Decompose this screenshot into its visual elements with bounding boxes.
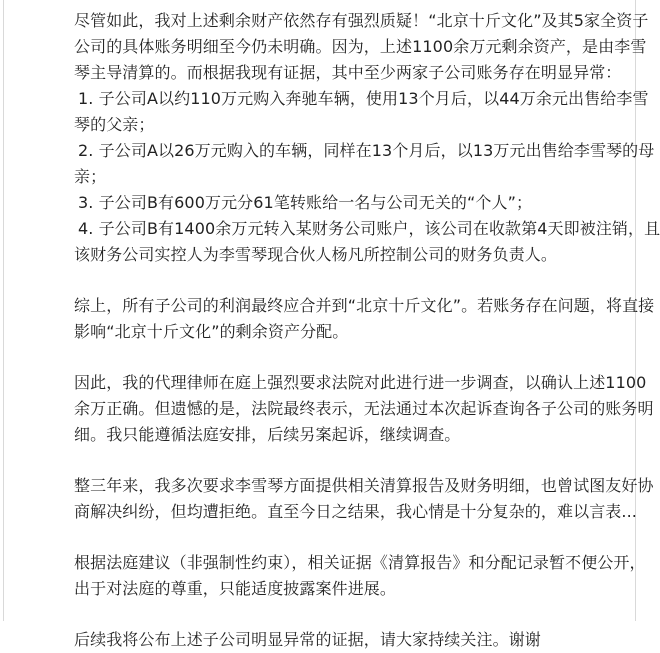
list-item-4 <box>74 216 660 268</box>
summary-line: 综上，所有子公司的利润最终应合并到“北京十斤文化”。若账务存在问题，将直接 <box>74 296 655 315</box>
intro-paragraph <box>74 8 649 86</box>
intro-line: 公司的具体账务明细至今仍未明确。因为，上述1100余万元剩余资产，是由李雪 <box>74 37 647 56</box>
list-item-1 <box>74 86 649 138</box>
lawyer-line: 因此，我的代理律师在庭上强烈要求法院对此进行进一步调查，以确认上述1100 <box>74 373 647 392</box>
list-item-2 <box>74 138 655 190</box>
three-years-line: 整三年来，我多次要求李雪琴方面提供相关清算报告及财务明细，也曾试图友好协 <box>74 476 654 495</box>
list-item-line: 该财务公司实控人为李雪琴现合伙人杨凡所控制公司的财务负责人。 <box>74 245 558 264</box>
list-item-line: 3. 子公司B有600万元分61笔转账给一名与公司无关的“个人”； <box>78 193 533 212</box>
summary-line: 影响“北京十斤文化”的剩余资产分配。 <box>74 322 349 341</box>
list-item-line: 2. 子公司A以26万元购入的车辆，同样在13个月后，以13万元出售给李雪琴的母 <box>78 141 655 160</box>
left-border <box>3 0 4 621</box>
three-years-paragraph <box>74 473 654 525</box>
closing-paragraph <box>74 627 640 653</box>
lawyer-line: 余万正确。但遗憾的是，法院最终表示，无法通过本次起诉查询各子公司的账务明 <box>74 399 654 418</box>
list-item-line: 亲； <box>74 167 107 186</box>
three-years-line: 商解决纠纷，但均遭拒绝。直至今日之结果，我心情是十分复杂的，难以言表... <box>74 502 637 521</box>
intro-line: 琴主导清算的。而根据我现有证据，其中至少两家子公司账务存在明显异常： <box>74 63 622 82</box>
closing-line: 后续我将公布上述子公司明显异常的证据，请大家持续关注。谢谢 <box>74 630 541 649</box>
court-advice-line: 出于对法庭的尊重，只能适度披露案件进展。 <box>74 579 397 598</box>
list-item-line: 琴的父亲； <box>74 115 155 134</box>
court-advice-paragraph <box>74 550 646 602</box>
court-advice-line: 根据法庭建议（非强制性约束），相关证据《清算报告》和分配记录暂不便公开， <box>74 553 646 572</box>
list-item-line: 4. 子公司B有1400余万元转入某财务公司账户，该公司在收款第4天即被注销，且 <box>78 219 660 238</box>
lawyer-paragraph <box>74 370 654 448</box>
intro-line: 尽管如此，我对上述剩余财产依然存有强烈质疑！“北京十斤文化”及其5家全资子 <box>74 11 649 30</box>
lawyer-line: 细。我只能遵循法庭安排，后续另案起诉，继续调查。 <box>74 425 461 444</box>
summary-paragraph <box>74 293 655 345</box>
article-body <box>74 8 660 653</box>
list-item-3 <box>74 190 640 216</box>
list-item-line: 1. 子公司A以约110万元购入奔驰车辆，使用13个月后，以44万余元出售给李雪 <box>78 89 649 108</box>
